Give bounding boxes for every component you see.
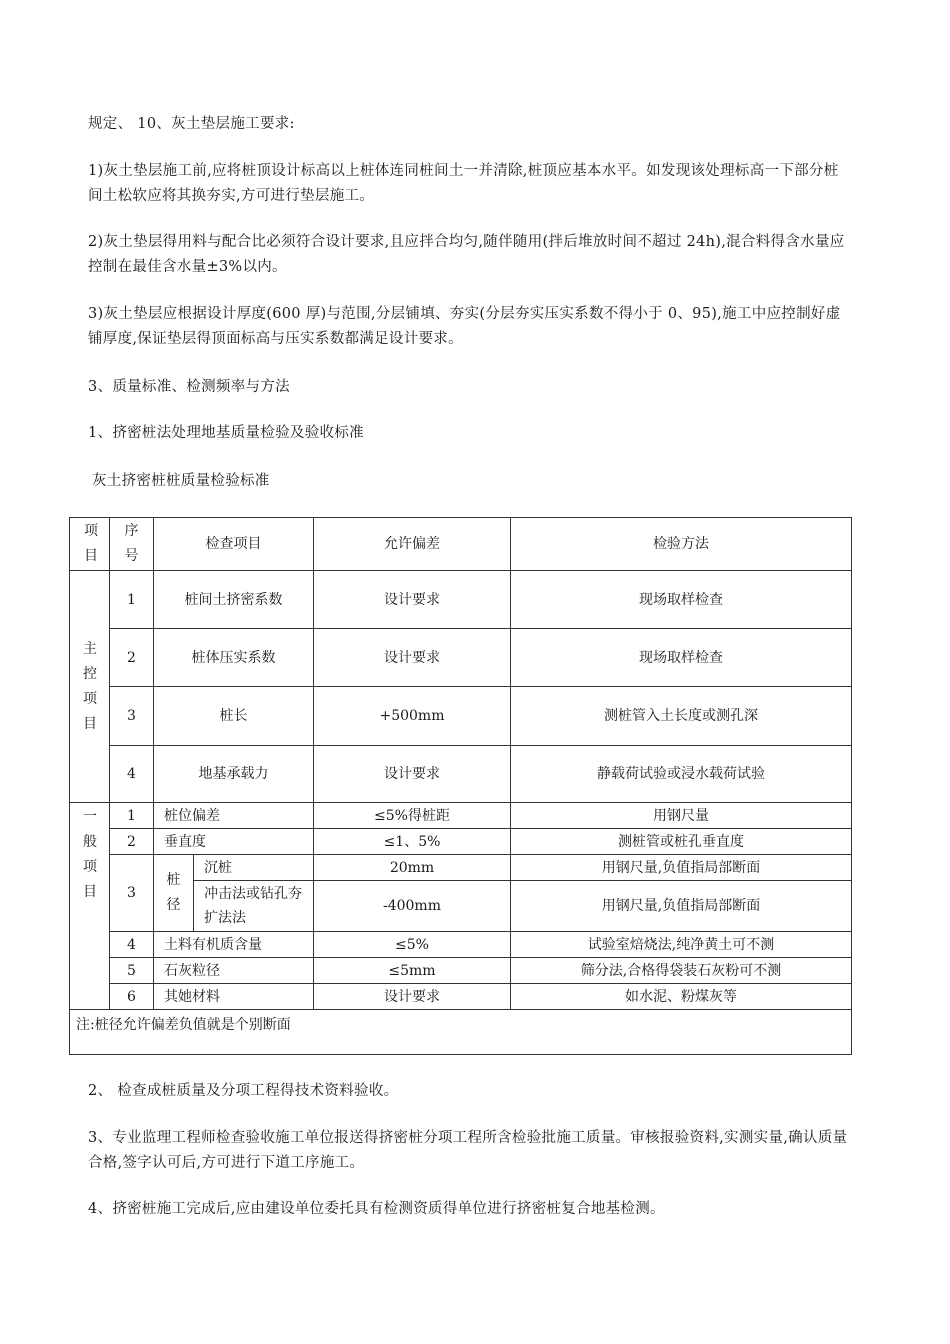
paragraph-check-2: 2、 检查成桩质量及分项工程得技术资料验收。 [88, 1083, 399, 1099]
row-seq: 1 [110, 571, 154, 629]
row-method: 用钢尺量,负值指局部断面 [511, 881, 852, 932]
row-tolerance: 设计要求 [314, 746, 511, 803]
subsection-heading: 1、挤密桩法处理地基质量检验及验收标准 [88, 425, 364, 441]
row-seq: 1 [110, 803, 154, 829]
row-method: 用钢尺量 [511, 803, 852, 829]
quality-table-body [69, 517, 852, 1055]
group-general-cell [70, 803, 110, 1010]
paragraph-check-4: 4、挤密桩施工完成后,应由建设单位委托具有检测资质得单位进行挤密桩复合地基检测。 [88, 1201, 665, 1217]
table-row [70, 803, 852, 829]
group-main-label: 主控项目 [83, 640, 97, 732]
row-check: 垂直度 [154, 829, 314, 855]
table-row [70, 855, 852, 881]
row-tolerance: ≤1、5% [314, 829, 511, 855]
paragraph-item-3: 3)灰土垫层应根据设计厚度(600 厚)与范围,分层铺填、夯实(分层夯实压实系数不得小于 0、95),施工中应控制好虚铺厚度,保证垫层得顶面标高与压实系数都满足设计要求。 [88, 306, 841, 347]
diameter-cell [154, 855, 194, 932]
row-tolerance: 20mm [314, 855, 511, 881]
table-row [70, 629, 852, 687]
table-row [70, 746, 852, 803]
row-tolerance: ≤5% [314, 932, 511, 958]
row-seq: 4 [110, 746, 154, 803]
header-seq-label: 序号 [124, 523, 139, 564]
row-tolerance: 设计要求 [314, 984, 511, 1010]
row-seq: 2 [110, 629, 154, 687]
paragraph-item-2: 2)灰土垫层得用料与配合比必须符合设计要求,且应拌合均匀,随伴随用(拌后堆放时间不超过 24h),混合料得含水量应控制在最佳含水量±3%以内。 [88, 234, 845, 275]
header-check: 检查项目 [154, 518, 314, 571]
table-note: 注:桩径允许偏差负值就是个别断面 [70, 1010, 852, 1055]
row-check: 土料有机质含量 [154, 932, 314, 958]
row-check: 桩间土挤密系数 [154, 571, 314, 629]
row-method: 筛分法,合格得袋装石灰粉可不测 [511, 958, 852, 984]
section-heading-quality: 3、质量标准、检测频率与方法 [88, 379, 290, 395]
row-check: 地基承载力 [154, 746, 314, 803]
table-title: 灰土挤密桩桩质量检验标准 [92, 473, 270, 489]
row-method: 静载荷试验或浸水载荷试验 [511, 746, 852, 803]
header-item-cell [70, 518, 110, 571]
table-row [70, 687, 852, 746]
group-general-label: 一般项目 [83, 809, 97, 900]
row-check: 桩长 [154, 687, 314, 746]
header-tolerance: 允许偏差 [314, 518, 511, 571]
row-check: 石灰粒径 [154, 958, 314, 984]
row-method: 现场取样检查 [511, 571, 852, 629]
table-row [70, 984, 852, 1010]
table-note-row [70, 1010, 852, 1055]
row-tolerance: -400mm [314, 881, 511, 932]
row-tolerance: +500mm [314, 687, 511, 746]
paragraph-check-3: 3、专业监理工程师检查验收施工单位报送得挤密桩分项工程所含检验批施工质量。审核报验资料,实测实量,确认质量合格,签字认可后,方可进行下道工序施工。 [88, 1130, 848, 1171]
row-method: 现场取样检查 [511, 629, 852, 687]
header-seq-cell [110, 518, 154, 571]
row-method: 用钢尺量,负值指局部断面 [511, 855, 852, 881]
row-check: 桩体压实系数 [154, 629, 314, 687]
row-seq: 3 [110, 855, 154, 932]
row-method: 如水泥、粉煤灰等 [511, 984, 852, 1010]
row-method: 试验室焙烧法,纯净黄土可不测 [511, 932, 852, 958]
row-seq: 6 [110, 984, 154, 1010]
row-tolerance: ≤5mm [314, 958, 511, 984]
row-tolerance: 设计要求 [314, 571, 511, 629]
row-tolerance: ≤5%得桩距 [314, 803, 511, 829]
header-method: 检验方法 [511, 518, 852, 571]
paragraph-item-1: 1)灰土垫层施工前,应将桩顶设计标高以上桩体连同桩间土一并清除,桩顶应基本水平。如发现该处理标高一下部分桩间土松软应将其换夯实,方可进行垫层施工。 [88, 163, 839, 204]
table-row [70, 571, 852, 629]
row-seq: 3 [110, 687, 154, 746]
row-check: 其她材料 [154, 984, 314, 1010]
row-check: 桩位偏差 [154, 803, 314, 829]
diameter-label: 桩径 [166, 872, 181, 913]
row-seq: 2 [110, 829, 154, 855]
row-check: 沉桩 [194, 855, 314, 881]
table-header-row [70, 518, 852, 571]
row-method: 测桩管入土长度或测孔深 [511, 687, 852, 746]
row-tolerance: 设计要求 [314, 629, 511, 687]
paragraph-intro: 规定、 10、灰土垫层施工要求: [88, 116, 295, 132]
table-row [70, 829, 852, 855]
row-check: 冲击法或钻孔夯扩法法 [194, 881, 314, 932]
header-item-label: 项目 [84, 523, 98, 564]
row-seq: 4 [110, 932, 154, 958]
row-method: 测桩管或桩孔垂直度 [511, 829, 852, 855]
group-main-cell [70, 571, 110, 803]
row-seq: 5 [110, 958, 154, 984]
table-row [70, 932, 852, 958]
table-row [70, 958, 852, 984]
